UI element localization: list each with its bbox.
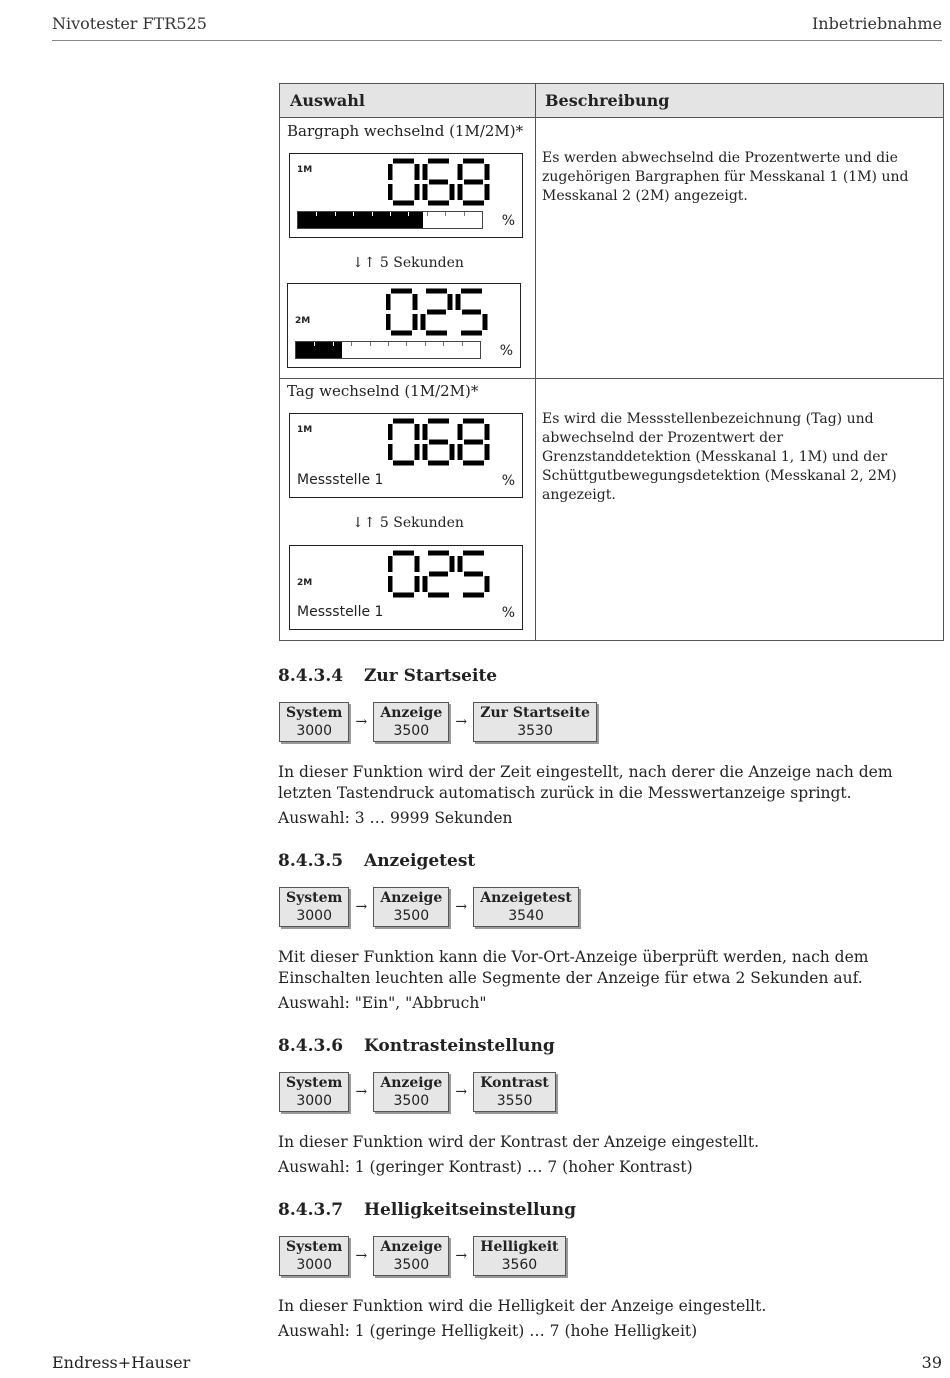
menu-path-box: [373, 702, 449, 742]
seven-segment-value: [388, 418, 492, 466]
bargraph-tick: [314, 342, 315, 346]
bargraph-tick: [408, 212, 409, 216]
bargraph-tick: [464, 212, 465, 216]
menu-code: 3000: [296, 1257, 332, 1273]
page-number: 39: [921, 1353, 942, 1372]
menu-label: Anzeige: [380, 890, 443, 906]
menu-code: 3540: [508, 908, 544, 924]
menu-path-box: [473, 1072, 556, 1112]
seven-segment-value: [388, 550, 492, 598]
channel-label: 1M: [297, 165, 313, 175]
menu-path-box: [373, 1236, 449, 1276]
menu-code: 3000: [296, 1093, 332, 1109]
col-header-beschreibung: Beschreibung: [535, 84, 943, 118]
menu-path-box: [279, 887, 349, 927]
section-number: 8.4.3.5: [278, 851, 344, 871]
bargraph-tick: [335, 212, 336, 216]
menu-code: 3550: [496, 1093, 533, 1109]
arrow-right-icon: →: [455, 1084, 468, 1100]
section-text: In dieser Funktion wird der Kontrast der Anzeige eingestellt.: [278, 1133, 760, 1151]
row-divider: [280, 378, 943, 379]
section-heading: [278, 851, 475, 871]
menu-path-box: [279, 1072, 349, 1112]
bargraph-tick: [443, 342, 444, 346]
section-number: 8.4.3.4: [278, 666, 344, 686]
unit-label: %: [501, 605, 515, 621]
channel-label: 2M: [297, 578, 313, 588]
menu-label: Zur Startseite: [480, 705, 590, 721]
menu-label: Anzeigetest: [480, 890, 572, 906]
bargraph-fill: [296, 342, 342, 358]
bargraph-tick: [462, 342, 463, 346]
arrow-right-icon: →: [455, 1248, 468, 1264]
unit-label: %: [499, 343, 513, 359]
header-rule: [52, 40, 942, 41]
bargraph-tick: [316, 212, 317, 216]
section-auswahl: Auswahl: 3 … 9999 Sekunden: [278, 809, 513, 827]
row-description: Es wird die Messstellenbezeichnung (Tag) und abwechselnd der Prozentwert der Grenzstanddetektion (Messkanal 1, 1M) und der Schüttgutbewegungsdetektion (Messkanal 2, 2M) angezeigt.: [542, 411, 897, 503]
bargraph-tick: [370, 342, 371, 346]
lcd-display: [289, 545, 523, 630]
menu-label: Anzeige: [380, 1075, 443, 1091]
footer-brand: Endress+Hauser: [52, 1353, 191, 1372]
arrow-right-icon: →: [355, 714, 368, 730]
menu-path-box: [373, 887, 449, 927]
interval-label: ↓↑ 5 Sekunden: [352, 515, 464, 531]
bargraph-tick: [351, 342, 352, 346]
menu-code: 3500: [393, 1093, 430, 1109]
channel-label: 2M: [295, 316, 311, 326]
menu-label: System: [286, 705, 343, 721]
tag-label: Messstelle 1: [297, 604, 384, 620]
arrow-right-icon: →: [455, 714, 468, 730]
menu-label: System: [286, 890, 343, 906]
menu-path: [279, 1072, 556, 1112]
menu-path: [279, 702, 597, 742]
section-text: Mit dieser Funktion kann die Vor-Ort-Anzeige überprüft werden, nach dem Einschalten leuchten alle Segmente der Anzeige für etwa 2 Sekunden auf.: [278, 948, 869, 987]
channel-label: 1M: [297, 425, 313, 435]
lcd-display: [287, 283, 521, 368]
section-text: In dieser Funktion wird der Zeit eingestellt, nach derer die Anzeige nach dem letzten Tastendruck automatisch zurück in die Messwertanzeige springt.: [278, 763, 893, 802]
menu-code: 3560: [501, 1257, 538, 1273]
section-auswahl: Auswahl: "Ein", "Abbruch": [278, 994, 487, 1012]
row-description: Es werden abwechselnd die Prozentwerte und die zugehörigen Bargraphen für Messkanal 1 (1M) und Messkanal 2 (2M) angezeigt.: [542, 150, 909, 204]
arrow-right-icon: →: [355, 1084, 368, 1100]
section-auswahl: Auswahl: 1 (geringe Helligkeit) … 7 (hohe Helligkeit): [278, 1322, 698, 1340]
menu-label: Anzeige: [380, 1239, 443, 1255]
menu-code: 3530: [517, 723, 553, 739]
row-title: Tag wechselnd (1M/2M)*: [287, 382, 479, 400]
interval-label: ↓↑ 5 Sekunden: [352, 255, 464, 271]
section-title: Helligkeitseinstellung: [364, 1200, 577, 1220]
menu-label: Helligkeit: [480, 1239, 559, 1255]
arrow-right-icon: →: [355, 1248, 368, 1264]
col-header-auswahl: Auswahl: [280, 84, 535, 118]
menu-code: 3000: [296, 908, 332, 924]
menu-path-box: [473, 702, 597, 742]
menu-path: [279, 1236, 566, 1276]
row-title: Bargraph wechselnd (1M/2M)*: [287, 122, 524, 140]
menu-label: Kontrast: [480, 1075, 549, 1091]
bargraph-tick: [445, 212, 446, 216]
section-heading: [278, 1036, 555, 1056]
section-heading: [278, 1200, 576, 1220]
menu-label: System: [286, 1239, 343, 1255]
lcd-display: [289, 153, 523, 238]
column-divider: [535, 84, 536, 640]
section-number: 8.4.3.7: [278, 1200, 344, 1220]
section-text: In dieser Funktion wird die Helligkeit der Anzeige eingestellt.: [278, 1297, 767, 1315]
unit-label: %: [501, 213, 515, 229]
menu-path: [279, 887, 579, 927]
arrow-right-icon: →: [355, 899, 368, 915]
section-title: Zur Startseite: [364, 666, 498, 686]
bargraph-tick: [390, 212, 391, 216]
menu-label: Anzeige: [380, 705, 443, 721]
menu-path-box: [473, 887, 579, 927]
seven-segment-value: [386, 288, 490, 336]
bargraph-tick: [425, 342, 426, 346]
bargraph: [295, 341, 481, 359]
seven-segment-value: [388, 158, 492, 206]
menu-code: 3500: [393, 908, 430, 924]
menu-label: System: [286, 1075, 343, 1091]
menu-path-box: [279, 1236, 349, 1276]
header-title: Nivotester FTR525: [52, 14, 207, 33]
section-number: 8.4.3.6: [278, 1036, 344, 1056]
menu-path-box: [373, 1072, 449, 1112]
bargraph-tick: [372, 212, 373, 216]
unit-label: %: [501, 473, 515, 489]
header-chapter: Inbetriebnahme: [811, 14, 942, 33]
menu-code: 3000: [296, 723, 332, 739]
section-auswahl: Auswahl: 1 (geringer Kontrast) … 7 (hoher Kontrast): [278, 1158, 693, 1176]
bargraph-tick: [353, 212, 354, 216]
menu-path-box: [279, 702, 349, 742]
menu-code: 3500: [393, 1257, 430, 1273]
section-heading: [278, 666, 497, 686]
bargraph-tick: [333, 342, 334, 346]
section-title: Kontrasteinstellung: [364, 1036, 555, 1056]
bargraph-tick: [406, 342, 407, 346]
bargraph-tick: [388, 342, 389, 346]
section-title: Anzeigetest: [364, 851, 476, 871]
arrow-right-icon: →: [455, 899, 468, 915]
tag-label: Messstelle 1: [297, 472, 384, 488]
menu-code: 3500: [393, 723, 430, 739]
menu-path-box: [473, 1236, 565, 1276]
lcd-display: [289, 413, 523, 498]
selection-table: [279, 83, 944, 641]
bargraph-tick: [427, 212, 428, 216]
bargraph: [297, 211, 483, 229]
